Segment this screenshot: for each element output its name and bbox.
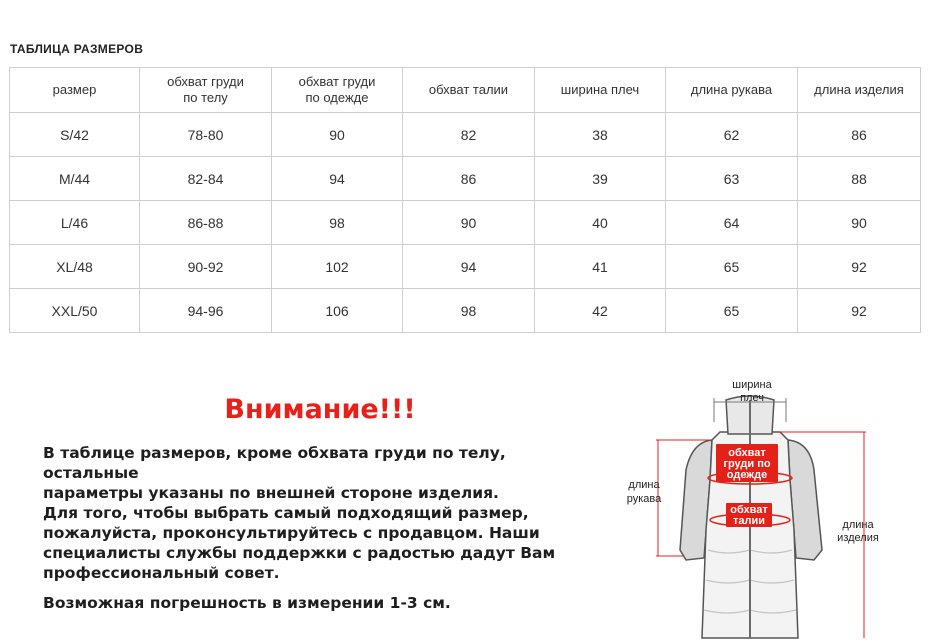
table-header-row <box>10 68 921 113</box>
attention-heading: Внимание!!! <box>224 394 416 425</box>
header-shoulder-width: ширина плеч <box>535 68 666 113</box>
note-tolerance: Возможная погрешность в измерении 1-3 см. <box>43 594 451 612</box>
cell-size: L/46 <box>10 201 140 245</box>
cell-size: M/44 <box>10 157 140 201</box>
cell-length: 92 <box>798 245 921 289</box>
cell-shoulder: 39 <box>535 157 666 201</box>
sleeve-label-1: длина <box>628 479 660 491</box>
table-row <box>10 245 921 289</box>
cell-waist: 82 <box>403 113 535 157</box>
length-label-2: изделия <box>837 532 879 544</box>
sleeve-label-2: рукава <box>626 493 662 505</box>
cell-length: 90 <box>798 201 921 245</box>
cell-sleeve: 65 <box>666 245 798 289</box>
header-size: размер <box>10 68 140 113</box>
cell-waist: 86 <box>403 157 535 201</box>
cell-waist: 98 <box>403 289 535 333</box>
size-table <box>9 67 921 333</box>
cell-chest-body: 82-84 <box>140 157 272 201</box>
chest-label-1: обхват <box>728 447 766 459</box>
cell-chest-garment: 98 <box>272 201 403 245</box>
header-sleeve-length: длина рукава <box>666 68 798 113</box>
cell-chest-body: 90-92 <box>140 245 272 289</box>
note-consult-seller: Для того, чтобы выбрать самый подходящий размер, пожалуйста, проконсультируйтесь с продавцом. Наши специалисты службы поддержки с радостью дадут Вам профессиональный совет. <box>43 504 556 582</box>
length-label-1: длина <box>842 519 874 531</box>
cell-chest-body: 78-80 <box>140 113 272 157</box>
cell-size: XXL/50 <box>10 289 140 333</box>
cell-chest-body: 94-96 <box>140 289 272 333</box>
cell-length: 88 <box>798 157 921 201</box>
cell-chest-garment: 106 <box>272 289 403 333</box>
cell-chest-body: 86-88 <box>140 201 272 245</box>
header-waist: обхват талии <box>403 68 535 113</box>
cell-length: 86 <box>798 113 921 157</box>
cell-sleeve: 62 <box>666 113 798 157</box>
cell-shoulder: 38 <box>535 113 666 157</box>
header-chest-garment: обхват груди по одежде <box>272 68 403 113</box>
cell-waist: 90 <box>403 201 535 245</box>
cell-sleeve: 63 <box>666 157 798 201</box>
header-chest-body: обхват груди по телу <box>140 68 272 113</box>
cell-size: S/42 <box>10 113 140 157</box>
cell-length: 92 <box>798 289 921 333</box>
shoulder-label-1: ширина <box>732 379 772 391</box>
note-measurements: В таблице размеров, кроме обхвата груди по телу, остальные параметры указаны по внешней стороне изделия. <box>43 444 506 502</box>
cell-shoulder: 42 <box>535 289 666 333</box>
cell-shoulder: 40 <box>535 201 666 245</box>
coat-measurement-diagram <box>600 370 900 642</box>
cell-sleeve: 64 <box>666 201 798 245</box>
table-row <box>10 113 921 157</box>
table-row <box>10 157 921 201</box>
cell-waist: 94 <box>403 245 535 289</box>
cell-sleeve: 65 <box>666 289 798 333</box>
header-item-length: длина изделия <box>798 68 921 113</box>
chest-label-3: одежде <box>726 469 768 481</box>
cell-shoulder: 41 <box>535 245 666 289</box>
cell-chest-garment: 94 <box>272 157 403 201</box>
waist-label-1: обхват <box>730 504 768 516</box>
table-row <box>10 201 921 245</box>
cell-chest-garment: 90 <box>272 113 403 157</box>
shoulder-label-2: плеч <box>740 392 764 404</box>
chest-label-2: груди по <box>723 458 771 470</box>
waist-label-2: талии <box>732 515 766 527</box>
size-table-title: ТАБЛИЦА РАЗМЕРОВ <box>10 42 144 56</box>
cell-size: XL/48 <box>10 245 140 289</box>
table-row <box>10 289 921 333</box>
cell-chest-garment: 102 <box>272 245 403 289</box>
